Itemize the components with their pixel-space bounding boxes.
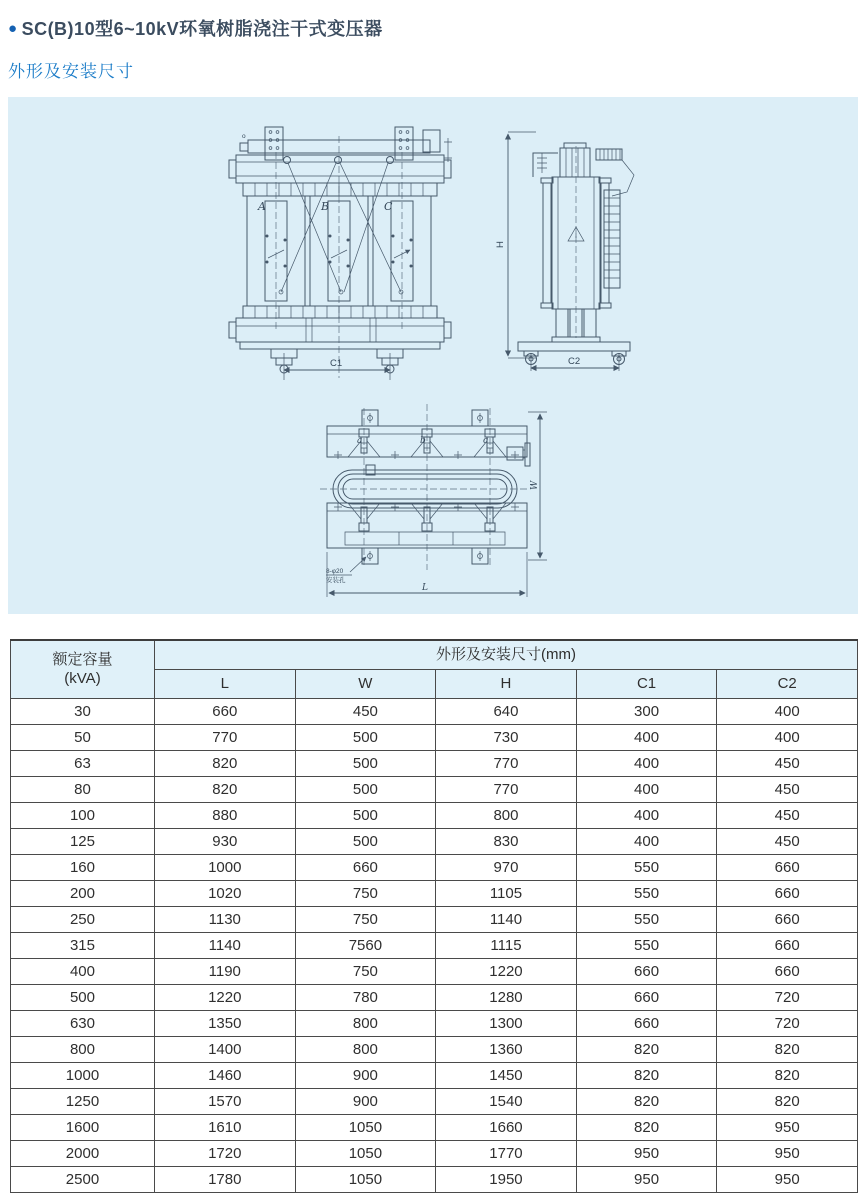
table-row bbox=[11, 1063, 858, 1089]
cell-c1: 660 bbox=[576, 959, 717, 985]
page-title-text: SC(B)10型6~10kV环氧树脂浇注干式变压器 bbox=[21, 19, 383, 39]
cell-h: 730 bbox=[436, 725, 577, 751]
phase-label-c: C bbox=[384, 200, 393, 213]
phase-label-a: A bbox=[258, 200, 266, 213]
front-view-drawing bbox=[229, 127, 452, 380]
cell-c2: 660 bbox=[717, 959, 858, 985]
side-view-drawing bbox=[508, 132, 634, 371]
cell-c2: 450 bbox=[717, 829, 858, 855]
table-row bbox=[11, 699, 858, 725]
cell-capacity: 63 bbox=[11, 751, 155, 777]
table-row bbox=[11, 1141, 858, 1167]
dim-label-c2: C2 bbox=[568, 356, 581, 367]
page-title bbox=[8, 15, 383, 41]
dim-label-l: L bbox=[422, 583, 428, 593]
table-row bbox=[11, 829, 858, 855]
transformer-drawings bbox=[8, 97, 858, 614]
table-row bbox=[11, 881, 858, 907]
cell-h: 1140 bbox=[436, 907, 577, 933]
cell-w: 800 bbox=[295, 1037, 436, 1063]
cell-c1: 400 bbox=[576, 751, 717, 777]
cell-w: 780 bbox=[295, 985, 436, 1011]
cell-c1: 950 bbox=[576, 1167, 717, 1193]
table-row bbox=[11, 1089, 858, 1115]
cell-l: 1570 bbox=[154, 1089, 295, 1115]
cell-c1: 400 bbox=[576, 777, 717, 803]
table-body bbox=[11, 699, 858, 1193]
cell-h: 640 bbox=[436, 699, 577, 725]
cell-h: 1105 bbox=[436, 881, 577, 907]
cell-c2: 450 bbox=[717, 777, 858, 803]
cell-c1: 820 bbox=[576, 1115, 717, 1141]
cell-c1: 300 bbox=[576, 699, 717, 725]
cell-h: 1540 bbox=[436, 1089, 577, 1115]
cell-capacity: 2000 bbox=[11, 1141, 155, 1167]
cell-c1: 820 bbox=[576, 1089, 717, 1115]
cell-h: 800 bbox=[436, 803, 577, 829]
cell-l: 1350 bbox=[154, 1011, 295, 1037]
dimension-diagram-panel bbox=[8, 97, 858, 614]
header-col-h: H bbox=[436, 670, 577, 699]
cell-l: 1140 bbox=[154, 933, 295, 959]
cell-h: 1360 bbox=[436, 1037, 577, 1063]
cell-w: 750 bbox=[295, 907, 436, 933]
cell-w: 750 bbox=[295, 881, 436, 907]
table-row bbox=[11, 803, 858, 829]
cell-c1: 400 bbox=[576, 803, 717, 829]
hook-label: o bbox=[242, 133, 246, 140]
table-row bbox=[11, 933, 858, 959]
cell-h: 770 bbox=[436, 777, 577, 803]
cell-capacity: 250 bbox=[11, 907, 155, 933]
cell-c2: 660 bbox=[717, 881, 858, 907]
cell-h: 1660 bbox=[436, 1115, 577, 1141]
cell-w: 500 bbox=[295, 751, 436, 777]
cell-w: 7560 bbox=[295, 933, 436, 959]
cell-c1: 550 bbox=[576, 881, 717, 907]
cell-c2: 660 bbox=[717, 855, 858, 881]
cell-w: 1050 bbox=[295, 1167, 436, 1193]
cell-c1: 550 bbox=[576, 855, 717, 881]
section-title: 外形及安装尺寸 bbox=[8, 62, 134, 81]
cell-l: 820 bbox=[154, 777, 295, 803]
cell-l: 1000 bbox=[154, 855, 295, 881]
table-row bbox=[11, 985, 858, 1011]
cell-l: 770 bbox=[154, 725, 295, 751]
table-row bbox=[11, 1167, 858, 1193]
cell-c2: 820 bbox=[717, 1037, 858, 1063]
header-rated-capacity bbox=[11, 640, 155, 699]
top-view-drawing bbox=[320, 404, 547, 597]
cell-c2: 400 bbox=[717, 725, 858, 751]
cell-c1: 550 bbox=[576, 933, 717, 959]
header-rated-capacity-line1: 额定容量 bbox=[52, 650, 113, 668]
cell-c2: 400 bbox=[717, 699, 858, 725]
cell-l: 1400 bbox=[154, 1037, 295, 1063]
table-row bbox=[11, 725, 858, 751]
cell-c2: 820 bbox=[717, 1063, 858, 1089]
cell-l: 1610 bbox=[154, 1115, 295, 1141]
cell-c2: 660 bbox=[717, 933, 858, 959]
cell-w: 500 bbox=[295, 829, 436, 855]
cell-l: 1190 bbox=[154, 959, 295, 985]
cell-c2: 950 bbox=[717, 1115, 858, 1141]
cell-capacity: 100 bbox=[11, 803, 155, 829]
cell-w: 500 bbox=[295, 803, 436, 829]
dimension-table-wrap bbox=[10, 639, 858, 1193]
cell-l: 880 bbox=[154, 803, 295, 829]
cell-c2: 450 bbox=[717, 803, 858, 829]
cell-c1: 550 bbox=[576, 907, 717, 933]
cell-l: 1130 bbox=[154, 907, 295, 933]
cell-capacity: 1250 bbox=[11, 1089, 155, 1115]
cell-capacity: 2500 bbox=[11, 1167, 155, 1193]
header-dimensions-group: 外形及安装尺寸(mm) bbox=[154, 640, 857, 670]
cell-capacity: 630 bbox=[11, 1011, 155, 1037]
dim-label-h: H bbox=[495, 241, 506, 248]
cell-w: 500 bbox=[295, 725, 436, 751]
cell-c1: 400 bbox=[576, 725, 717, 751]
cell-c2: 950 bbox=[717, 1167, 858, 1193]
cell-h: 1950 bbox=[436, 1167, 577, 1193]
table-row bbox=[11, 1115, 858, 1141]
cell-c1: 660 bbox=[576, 1011, 717, 1037]
table-row bbox=[11, 907, 858, 933]
cell-c2: 450 bbox=[717, 751, 858, 777]
phase-label-b: B bbox=[321, 200, 330, 213]
cell-w: 500 bbox=[295, 777, 436, 803]
cell-c1: 660 bbox=[576, 985, 717, 1011]
dim-label-w: W bbox=[530, 480, 540, 490]
cell-capacity: 500 bbox=[11, 985, 155, 1011]
header-rated-capacity-line2: (kVA) bbox=[64, 669, 101, 687]
table-row bbox=[11, 777, 858, 803]
cell-capacity: 30 bbox=[11, 699, 155, 725]
cell-c1: 820 bbox=[576, 1063, 717, 1089]
cell-capacity: 80 bbox=[11, 777, 155, 803]
cell-capacity: 800 bbox=[11, 1037, 155, 1063]
cell-h: 1115 bbox=[436, 933, 577, 959]
cell-c2: 820 bbox=[717, 1089, 858, 1115]
cell-c2: 950 bbox=[717, 1141, 858, 1167]
cell-c2: 720 bbox=[717, 1011, 858, 1037]
header-col-c1: C1 bbox=[576, 670, 717, 699]
header-col-c2: C2 bbox=[717, 670, 858, 699]
cell-c2: 720 bbox=[717, 985, 858, 1011]
cell-l: 1460 bbox=[154, 1063, 295, 1089]
cell-capacity: 50 bbox=[11, 725, 155, 751]
table-row bbox=[11, 959, 858, 985]
cell-c1: 950 bbox=[576, 1141, 717, 1167]
cell-capacity: 315 bbox=[11, 933, 155, 959]
table-row bbox=[11, 1037, 858, 1063]
top-phase-label-c: c bbox=[483, 436, 489, 446]
header-col-l: L bbox=[154, 670, 295, 699]
cell-c2: 660 bbox=[717, 907, 858, 933]
dim-label-c1: C1 bbox=[330, 358, 343, 369]
cell-h: 830 bbox=[436, 829, 577, 855]
cell-capacity: 125 bbox=[11, 829, 155, 855]
cell-h: 1220 bbox=[436, 959, 577, 985]
cell-l: 1020 bbox=[154, 881, 295, 907]
cell-h: 970 bbox=[436, 855, 577, 881]
table-row bbox=[11, 855, 858, 881]
cell-w: 660 bbox=[295, 855, 436, 881]
table-row bbox=[11, 751, 858, 777]
header-col-w: W bbox=[295, 670, 436, 699]
cell-w: 900 bbox=[295, 1089, 436, 1115]
cell-h: 1770 bbox=[436, 1141, 577, 1167]
cell-l: 660 bbox=[154, 699, 295, 725]
mounting-hole-annotation-label: 安装孔 bbox=[326, 577, 346, 584]
cell-capacity: 400 bbox=[11, 959, 155, 985]
cell-w: 900 bbox=[295, 1063, 436, 1089]
top-phase-label-a: a bbox=[357, 436, 363, 446]
dimension-table bbox=[10, 639, 858, 1193]
cell-w: 800 bbox=[295, 1011, 436, 1037]
top-phase-label-b: b bbox=[420, 436, 426, 446]
cell-capacity: 1000 bbox=[11, 1063, 155, 1089]
cell-w: 750 bbox=[295, 959, 436, 985]
cell-w: 450 bbox=[295, 699, 436, 725]
bullet-icon: ● bbox=[8, 19, 18, 37]
cell-w: 1050 bbox=[295, 1115, 436, 1141]
cell-h: 1450 bbox=[436, 1063, 577, 1089]
cell-c1: 400 bbox=[576, 829, 717, 855]
cell-l: 1720 bbox=[154, 1141, 295, 1167]
cell-c1: 820 bbox=[576, 1037, 717, 1063]
mounting-hole-annotation-spec: 8-φ20 bbox=[326, 568, 344, 575]
cell-h: 1280 bbox=[436, 985, 577, 1011]
cell-capacity: 200 bbox=[11, 881, 155, 907]
cell-l: 1220 bbox=[154, 985, 295, 1011]
cell-h: 1300 bbox=[436, 1011, 577, 1037]
cell-w: 1050 bbox=[295, 1141, 436, 1167]
cell-h: 770 bbox=[436, 751, 577, 777]
cell-l: 820 bbox=[154, 751, 295, 777]
cell-capacity: 1600 bbox=[11, 1115, 155, 1141]
table-row bbox=[11, 1011, 858, 1037]
cell-l: 1780 bbox=[154, 1167, 295, 1193]
cell-capacity: 160 bbox=[11, 855, 155, 881]
cell-l: 930 bbox=[154, 829, 295, 855]
